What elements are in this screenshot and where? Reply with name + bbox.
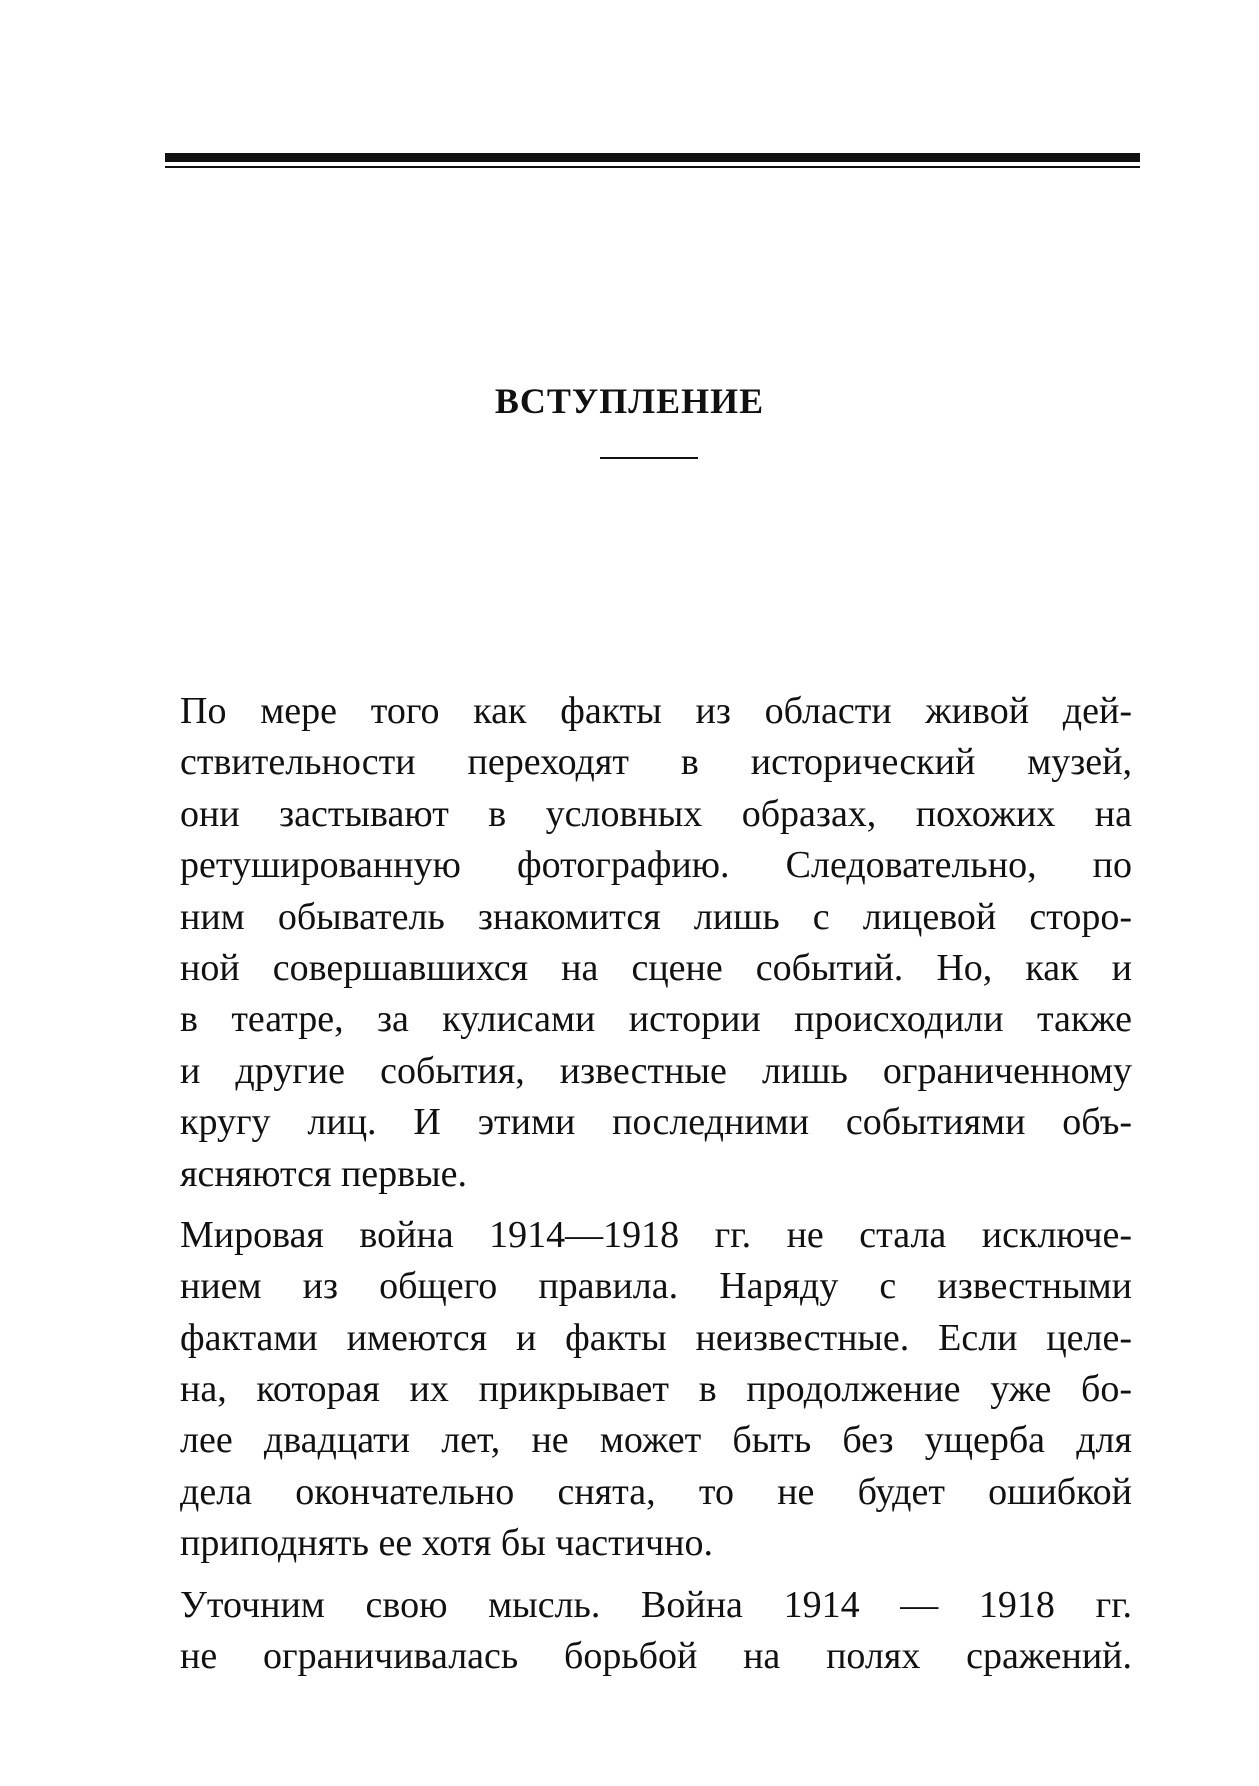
text-line: в театре, за кулисами истории происходили также — [180, 998, 1132, 1041]
text-line: нием из общего правила. Наряду с известными — [180, 1265, 1132, 1308]
text-line: и другие события, известные лишь ограниченному — [180, 1049, 1132, 1092]
text-line: лее двадцати лет, не может быть без ущерба для — [180, 1419, 1132, 1462]
text-line: не ограничивалась борьбой на полях сражений. — [180, 1635, 1132, 1678]
text-line: ствительности переходят в исторический музей, — [180, 741, 1132, 784]
text-line: на, которая их прикрывает в продолжение уже бо- — [180, 1368, 1132, 1411]
header-thick-rule — [165, 153, 1140, 162]
paragraph-3 — [180, 1580, 1132, 1683]
paragraph-1 — [180, 686, 1132, 1200]
text-line: По мере того как факты из области живой дей- — [180, 690, 1132, 732]
text-line: ной совершавшихся на сцене событий. Но, как и — [180, 946, 1132, 989]
paragraph-2 — [180, 1210, 1132, 1570]
body-text — [180, 686, 1132, 1692]
text-line: кругу лиц. И этими последними событиями объ- — [180, 1101, 1132, 1144]
header-double-rule — [165, 153, 1140, 169]
text-line: фактами имеются и факты неизвестные. Если целе- — [180, 1316, 1132, 1359]
text-line: ясняются первые. — [180, 1152, 468, 1195]
text-line: Уточним свою мысль. Война 1914 — 1918 гг. — [180, 1583, 1132, 1626]
header-thin-rule — [165, 166, 1140, 168]
text-line: ним обыватель знакомится лишь с лицевой сторо- — [180, 895, 1132, 938]
title-underline-rule — [600, 457, 698, 459]
text-line: дела окончательно снята, то не будет ошибкой — [180, 1470, 1132, 1513]
text-line: Мировая война 1914—1918 гг. не стала исключе- — [180, 1213, 1132, 1256]
chapter-title: ВСТУПЛЕНИЕ — [494, 381, 765, 421]
text-line: ретушированную фотографию. Следовательно, по — [180, 844, 1132, 887]
text-line: они застывают в условных образах, похожих на — [180, 792, 1132, 835]
text-line: приподнять ее хотя бы частично. — [180, 1522, 713, 1565]
